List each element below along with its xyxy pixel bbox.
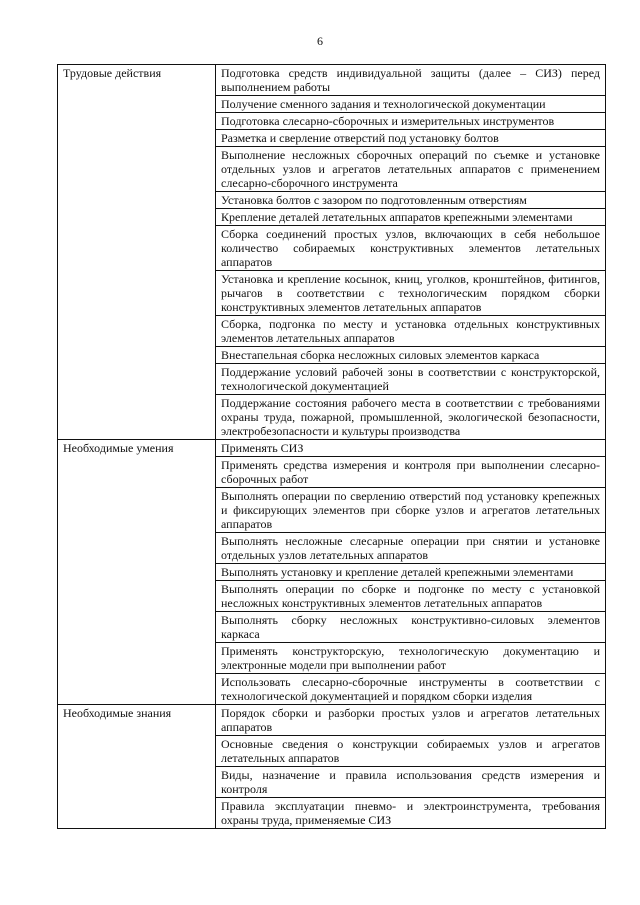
section-item: Выполнять операции по сверлению отверстий под установку крепежных и фиксирующих элементов при сборке узлов и агрегатов летательных аппаратов (216, 488, 606, 533)
section-item: Сборка, подгонка по месту и установка отдельных конструктивных элементов летательных аппаратов (216, 316, 606, 347)
section-item: Получение сменного задания и технологической документации (216, 96, 606, 113)
requirements-table-body (58, 65, 606, 829)
section-item: Внестапельная сборка несложных силовых элементов каркаса (216, 347, 606, 364)
section-label: Необходимые знания (58, 705, 216, 829)
section-item: Применять СИЗ (216, 440, 606, 457)
section-item: Установка болтов с зазором по подготовленным отверстиям (216, 192, 606, 209)
section-item: Выполнение несложных сборочных операций по съемке и установке отдельных узлов и агрегатов летательных аппаратов с применением слесарно-сборочного инструмента (216, 147, 606, 192)
section-item: Крепление деталей летательных аппаратов крепежными элементами (216, 209, 606, 226)
section-item: Основные сведения о конструкции собираемых узлов и агрегатов летательных аппаратов (216, 736, 606, 767)
section-item: Порядок сборки и разборки простых узлов и агрегатов летательных аппаратов (216, 705, 606, 736)
section-item: Выполнять операции по сборке и подгонке по месту с установкой несложных конструктивных элементов летательных аппаратов (216, 581, 606, 612)
section-item: Использовать слесарно-сборочные инструменты в соответствии с технологической документацией и порядком сборки изделия (216, 674, 606, 705)
section-item: Сборка соединений простых узлов, включающих в себя небольшое количество собираемых конструктивных элементов летательных аппаратов (216, 226, 606, 271)
page-number: 6 (317, 34, 323, 48)
section-item: Применять конструкторскую, технологическую документацию и электронные модели при выполнении работ (216, 643, 606, 674)
section-item: Правила эксплуатации пневмо- и электроинструмента, требования охраны труда, применяемые СИЗ (216, 798, 606, 829)
section-label: Трудовые действия (58, 65, 216, 440)
table-row (58, 705, 606, 736)
section-item: Подготовка средств индивидуальной защиты (далее – СИЗ) перед выполнением работы (216, 65, 606, 96)
requirements-table (57, 64, 606, 829)
section-item: Подготовка слесарно-сборочных и измерительных инструментов (216, 113, 606, 130)
section-item: Установка и крепление косынок, книц, уголков, кронштейнов, фитингов, рычагов в соответствии с технологическим порядком сборки конструктивных элементов летательных аппаратов (216, 271, 606, 316)
section-item: Выполнять установку и крепление деталей крепежными элементами (216, 564, 606, 581)
section-item: Выполнять несложные слесарные операции при снятии и установке отдельных узлов летательных аппаратов (216, 533, 606, 564)
section-item: Поддержание условий рабочей зоны в соответствии с конструкторской, технологической документацией (216, 364, 606, 395)
table-row (58, 65, 606, 96)
section-item: Разметка и сверление отверстий под установку болтов (216, 130, 606, 147)
section-item: Применять средства измерения и контроля при выполнении слесарно-сборочных работ (216, 457, 606, 488)
section-label: Необходимые умения (58, 440, 216, 705)
section-item: Поддержание состояния рабочего места в соответствии с требованиями охраны труда, пожарной, промышленной, экологической безопасности, электробезопасности и культуры производства (216, 395, 606, 440)
table-row (58, 440, 606, 457)
section-item: Виды, назначение и правила использования средств измерения и контроля (216, 767, 606, 798)
section-item: Выполнять сборку несложных конструктивно-силовых элементов каркаса (216, 612, 606, 643)
